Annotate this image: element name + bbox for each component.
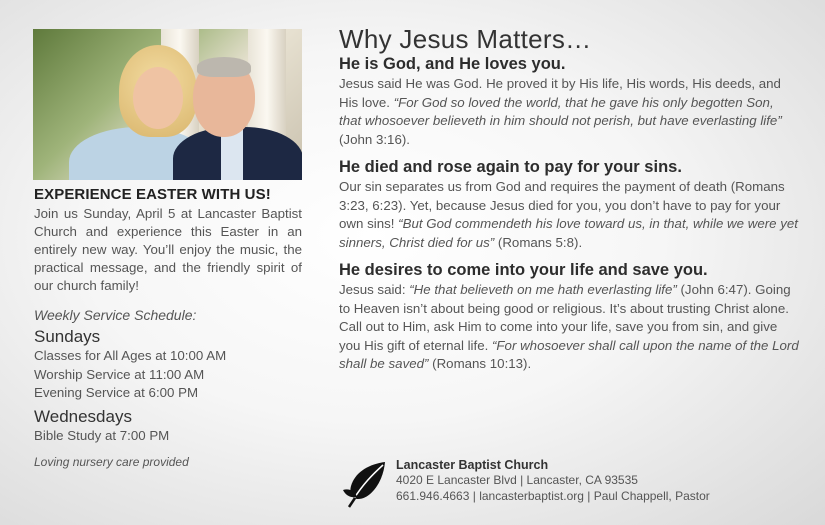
sunday-service-item: Classes for All Ages at 10:00 AM	[34, 348, 227, 363]
why-jesus-matters	[339, 24, 799, 374]
section-ref: (Romans 10:13).	[432, 356, 532, 371]
easter-invitation	[34, 186, 302, 469]
section-ref: (Romans 5:8).	[497, 234, 583, 250]
section-quote: “For God so loved the world, that he gave his only begotten Son, that whosoever believeth in him should not perish, but have everlasting life”	[339, 94, 782, 128]
church-name: Lancaster Baptist Church	[396, 458, 549, 472]
easter-intro: Join us Sunday, April 5 at Lancaster Baptist Church and experience this Easter in an entirely new way. You’ll enjoy the music, the practical message, and the friendly spirit of our church family!	[34, 206, 302, 293]
sundays-heading: Sundays	[34, 327, 101, 346]
section-quote: “For whosoever shall call upon the name of the Lord shall be saved”	[339, 337, 799, 371]
section-heading: He is God, and He loves you.	[339, 55, 566, 73]
main-title: Why Jesus Matters…	[339, 24, 592, 54]
section-heading: He desires to come into your life and save you.	[339, 261, 708, 279]
schedule-label: Weekly Service Schedule:	[34, 307, 197, 323]
nursery-note: Loving nursery care provided	[34, 455, 189, 469]
section-ref: (John 6:47). Going to Heaven isn’t about being good or religious. It’s about trusting Christ alone. Call out to Him, ask Him to come into your life, save you from sin, and give you His gift of eternal life.	[339, 282, 791, 353]
sunday-service-item: Worship Service at 11:00 AM	[34, 366, 205, 382]
section-text: Our sin separates us from God and requires the payment of death (Romans 3:23, 6:23). Yet, because Jesus died for you, you don’t have to pay for your own sins!	[339, 179, 785, 231]
section-quote: “But God commendeth his love toward us, in that, while we were yet sinners, Christ died for us”	[339, 216, 798, 250]
section-quote: “He that believeth on me hath everlasting life”	[409, 282, 677, 297]
church-contact: 661.946.4663 | lancasterbaptist.org | Paul Chappell, Pastor	[396, 489, 710, 503]
couple-photo	[33, 29, 302, 180]
section-body	[339, 75, 799, 149]
leaf-icon	[339, 460, 389, 508]
section-body	[339, 178, 799, 252]
church-address: 4020 E Lancaster Blvd | Lancaster, CA 93535	[396, 473, 638, 487]
section-ref: (John 3:16).	[339, 131, 410, 147]
section-text: Jesus said He was God. He proved it by His life, His words, His deeds, and His love.	[339, 76, 781, 110]
church-text	[396, 458, 710, 504]
section-text: Jesus said:	[339, 282, 406, 297]
section-heading: He died and rose again to pay for your sins.	[339, 158, 682, 176]
sunday-service-item: Evening Service at 6:00 PM	[34, 385, 199, 400]
section-body	[339, 281, 799, 374]
wednesdays-heading: Wednesdays	[34, 406, 132, 426]
easter-heading: EXPERIENCE EASTER WITH US!	[34, 186, 271, 203]
wednesday-service-item: Bible Study at 7:00 PM	[34, 427, 170, 443]
